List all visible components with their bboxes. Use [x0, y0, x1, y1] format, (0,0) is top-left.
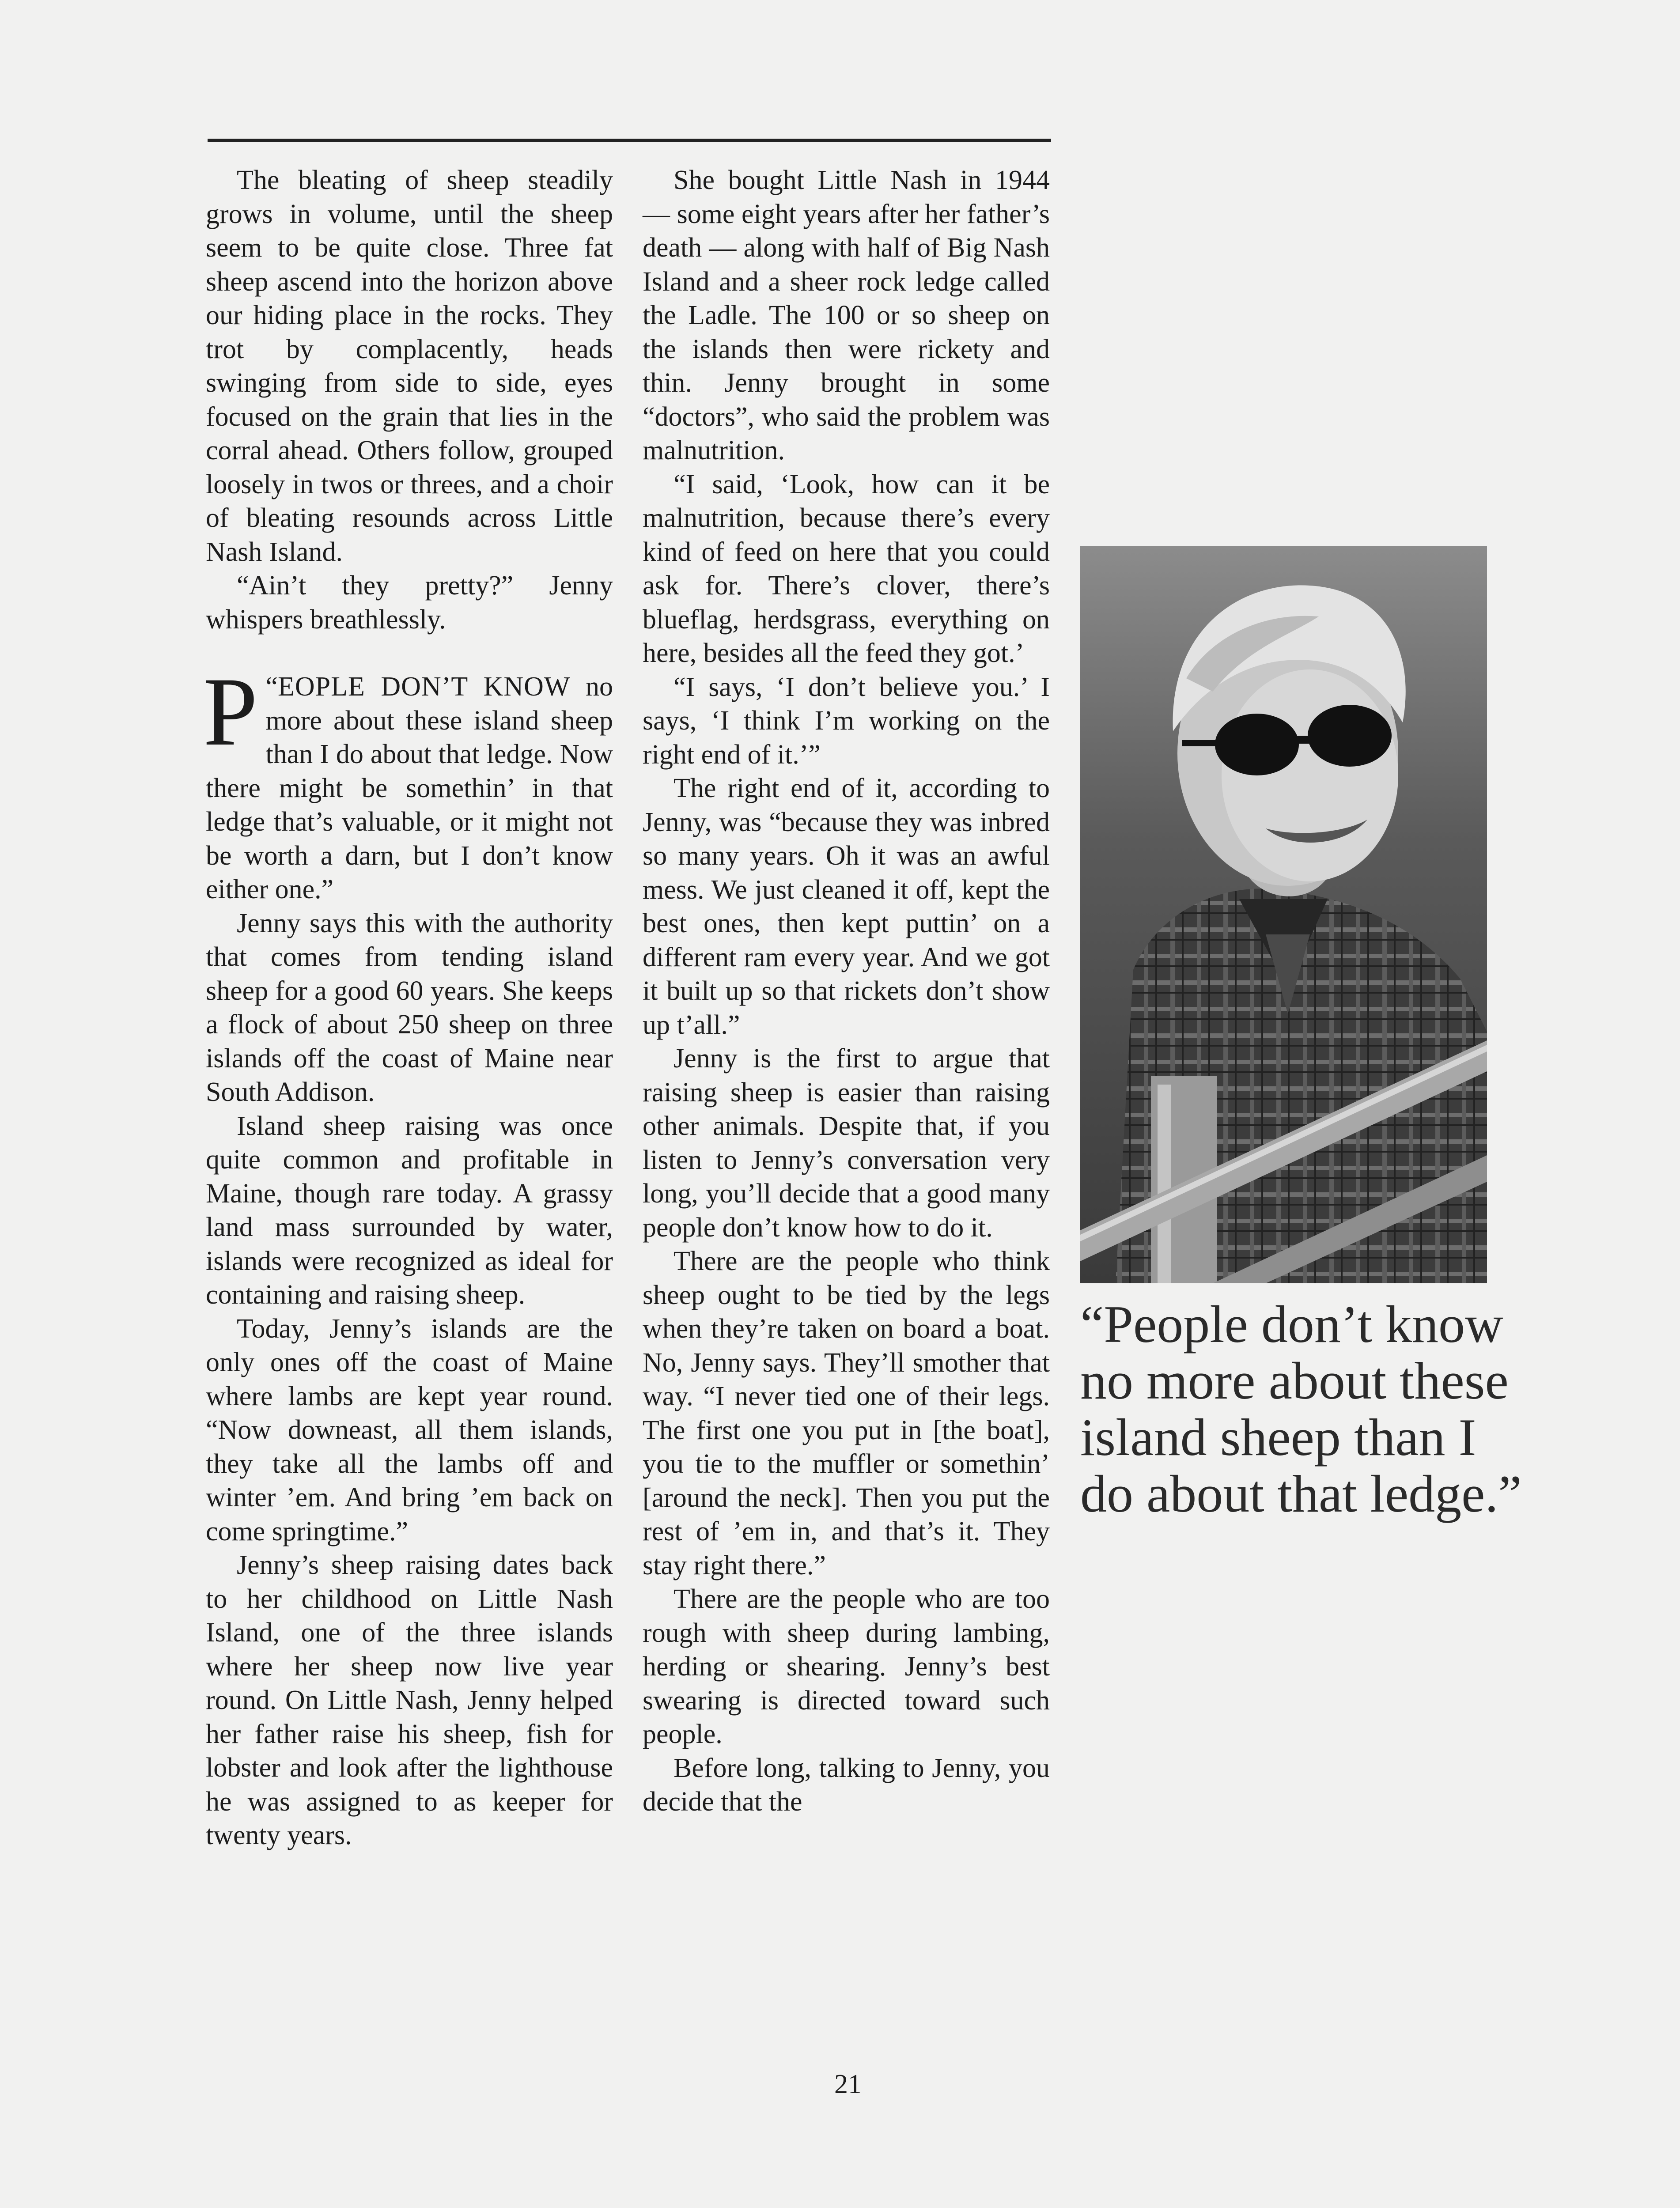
- lead-in-caps: EOPLE DON’T KNOW: [278, 672, 571, 702]
- paragraph: Island sheep raising was once quite common and profitable in Maine, though rare today. A grassy land mass surrounded by water, islands were recognized as ideal for containing and raising sheep.: [206, 1111, 613, 1310]
- woman-in-sunglasses-and-plaid-jacket-icon: [1080, 546, 1487, 1283]
- paragraph: The right end of it, according to Jenny, was “because they was inbred so many years. Oh it was an awful mess. We just cleaned it off, kept the best ones, then kept puttin’ on a different ram every year. And we got it built up so that rickets don’t show up t’all.”: [643, 773, 1050, 1040]
- paragraph: Jenny is the first to argue that raising sheep is easier than raising other animals. Despite that, if you listen to Jenny’s conversation very long, you’ll decide that a good many people don’t know how to do it.: [643, 1044, 1050, 1243]
- dropcap-paragraph: [203, 658, 613, 907]
- paragraph: Today, Jenny’s islands are the only ones off the coast of Maine where lambs are kept year round. “Now downeast, all them islands, they take all the lambs off and winter ’em. And bring ’em back on come springtime.”: [206, 1313, 613, 1546]
- paragraph: Jenny’s sheep raising dates back to her childhood on Little Nash Island, one of the three islands where her sheep now live year round. On Little Nash, Jenny helped her father raise his sheep, fish for lobster and look after the lighthouse he was assigned to as keeper for twenty years.: [206, 1550, 613, 1850]
- paragraph: There are the people who think sheep ought to be tied by the legs when they’re taken on board a boat. No, Jenny says. They’ll smother that way. “I never tied one of their legs. The first one you put in [the boat], you tie to the muffler or somethin’ [around the neck]. Then you put the rest of ’em in, and that’s it. They stay right there.”: [643, 1246, 1050, 1580]
- pull-quote: [1080, 1296, 1522, 1522]
- paragraph: “I said, ‘Look, how can it be malnutrition, because there’s every kind of feed on here that you could ask for. There’s clover, there’s blueflag, herdsgrass, everything on here, besides all the feed they got.’: [643, 469, 1050, 668]
- page-number: 21: [834, 2069, 862, 2099]
- paragraph-rest: no more about these island sheep than I do about that ledge. Now there might be somethin’ in that ledge that’s valuable, or it might not be worth a darn, but I don’t know either one.”: [206, 672, 613, 904]
- portrait-photo: [1080, 546, 1487, 1283]
- paragraph: “Ain’t they pretty?” Jenny whispers breathlessly.: [206, 571, 613, 635]
- text-column-left: [203, 163, 613, 1853]
- paragraph: There are the people who are too rough with sheep during lambing, herding or shearing. Jenny’s best swearing is directed toward such people.: [643, 1584, 1050, 1749]
- paragraph: She bought Little Nash in 1944 — some eight years after her father’s death — along with half of Big Nash Island and a sheer rock ledge called the Ladle. The 100 or so sheep on the islands then were rickety and thin. Jenny brought in some “doctors”, who said the problem was malnutrition.: [643, 165, 1050, 465]
- paragraph: “I says, ‘I don’t believe you.’ I says, ‘I think I’m working on the right end of it.’”: [643, 672, 1050, 770]
- paragraph: Jenny says this with the authority that comes from tending island sheep for a good 60 years. She keeps a flock of about 250 sheep on three islands off the coast of Maine near South Addison.: [206, 908, 613, 1107]
- top-rule: [208, 139, 1051, 142]
- open-quote: “: [265, 672, 278, 702]
- drop-cap: P: [203, 658, 258, 766]
- pull-quote-text: “People don’t know no more about these island sheep than I do about that ledge.”: [1080, 1295, 1522, 1523]
- paragraph: Before long, talking to Jenny, you decide that the: [643, 1753, 1050, 1817]
- paragraph: The bleating of sheep steadily grows in volume, until the sheep seem to be quite close. Three fat sheep ascend into the horizon above our hiding place in the rocks. They trot by complacently, heads swinging from side to side, eyes focused on the grain that lies in the corral ahead. Others follow, grouped loosely in twos or threes, and a choir of bleating resounds across Little Nash Island.: [206, 165, 613, 567]
- text-column-middle: [643, 163, 1050, 1819]
